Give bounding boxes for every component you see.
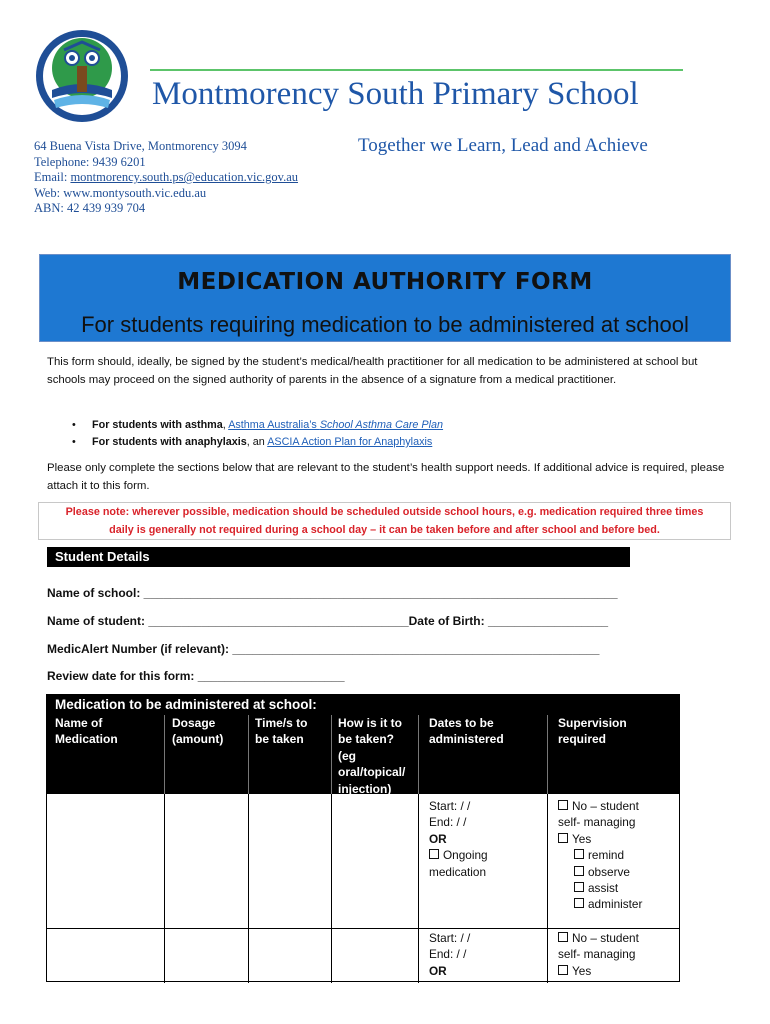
header-rule (150, 69, 683, 71)
column-divider (418, 794, 419, 983)
medication-table (46, 694, 680, 982)
column-divider (331, 794, 332, 983)
email-link[interactable]: montmorency.south.ps@education.vic.gov.au (70, 170, 299, 185)
student-details-header: Student Details (47, 547, 630, 567)
school-motto: Together we Learn, Lead and Achieve (358, 135, 648, 156)
email-label: Email: (34, 170, 71, 185)
bullet-sep: , an (246, 436, 268, 448)
bullet-sep: , (222, 419, 229, 431)
please-note-box (38, 502, 731, 540)
bullet-label: For students with asthma (92, 419, 223, 431)
bullet-dot: • (72, 436, 76, 448)
address: 64 Buena Vista Drive, Montmorency 3094 (34, 139, 247, 153)
school-name: Montmorency South Primary School (152, 76, 639, 112)
column-divider (248, 794, 249, 983)
intro-paragraph: This form should, ideally, be signed by the student’s medical/health practitioner for all medication to be administered at school but schools may proceed on the signed authority of parents in the absence of a signature from a medical practitioner. (47, 356, 698, 386)
bullet-asthma (72, 417, 443, 434)
form-title-banner (39, 254, 731, 342)
abn: ABN: 42 439 939 704 (34, 201, 146, 216)
website: Web: www.montysouth.vic.edu.au (34, 185, 207, 200)
observe-checkbox[interactable] (574, 866, 584, 876)
form-subtitle: For students requiring medication to be administered at school (40, 308, 730, 341)
contact-block (34, 139, 298, 217)
header-divider (331, 715, 332, 794)
row2-dates[interactable]: Start: / / End: / / OR (429, 931, 471, 978)
row1-dates[interactable]: Start: / / End: / / OR Ongoing medication (429, 799, 488, 879)
note-line-2: daily is generally not required during a school day – it can be taken before and after school and before bed. (109, 524, 660, 536)
medication-table-header (47, 695, 679, 794)
no-self-managing-checkbox[interactable] (558, 932, 568, 942)
note-line-1: Please note: wherever possible, medication should be scheduled outside school hours, e.g. medication required three times (65, 506, 704, 518)
telephone: Telephone: 9439 6201 (34, 154, 146, 169)
instructions-paragraph: Please only complete the sections below that are relevant to the student’s health support needs. If additional advice is required, please attach it to this form. (47, 462, 725, 492)
review-date-field[interactable]: Review date for this form: ______________________ (47, 669, 345, 683)
student-name-dob-field[interactable]: Name of student: _______________________________________Date of Birth: __________________ (47, 614, 609, 628)
bullet-label: For students with anaphylaxis (92, 436, 247, 448)
remind-checkbox[interactable] (574, 849, 584, 859)
ascia-action-plan-link[interactable]: ASCIA Action Plan for Anaphylaxis (267, 436, 433, 448)
col-dosage: Dosage (amount) (172, 716, 224, 747)
header-divider (164, 715, 165, 794)
medication-table-title: Medication to be administered at school: (55, 697, 317, 712)
header-divider (248, 715, 249, 794)
plan-bullets (72, 417, 443, 451)
header-divider (547, 715, 548, 794)
row2-supervision: No – student self- managing Yes (558, 931, 639, 978)
no-self-managing-checkbox[interactable] (558, 800, 568, 810)
assist-checkbox[interactable] (574, 882, 584, 892)
yes-checkbox[interactable] (558, 965, 568, 975)
row-divider (47, 928, 679, 929)
col-dates: Dates to be administered (429, 716, 504, 747)
col-name-of-medication: Name of Medication (55, 716, 118, 747)
administer-checkbox[interactable] (574, 898, 584, 908)
asthma-care-plan-link[interactable]: Asthma Australia’s School Asthma Care Plan (228, 419, 444, 431)
col-times: Time/s to be taken (255, 716, 308, 747)
medicalert-field[interactable]: MedicAlert Number (if relevant): _______________________________________________________ (47, 642, 600, 656)
school-name-field[interactable]: Name of school: _______________________________________________________________________ (47, 586, 618, 600)
bullet-dot: • (72, 419, 76, 431)
col-how-taken: How is it to be taken? (eg oral/topical/ injection) (338, 716, 406, 796)
bullet-anaphylaxis (72, 434, 443, 451)
column-divider (547, 794, 548, 983)
email-line (34, 170, 298, 186)
school-logo (34, 28, 130, 124)
form-title: MEDICATION AUTHORITY FORM (40, 255, 730, 308)
row1-supervision: No – student self- managing Yes remind observe assist administer (558, 799, 643, 912)
col-supervision: Supervision required (558, 716, 627, 747)
header-divider (418, 715, 419, 794)
ongoing-checkbox[interactable] (429, 849, 439, 859)
yes-checkbox[interactable] (558, 833, 568, 843)
column-divider (164, 794, 165, 983)
